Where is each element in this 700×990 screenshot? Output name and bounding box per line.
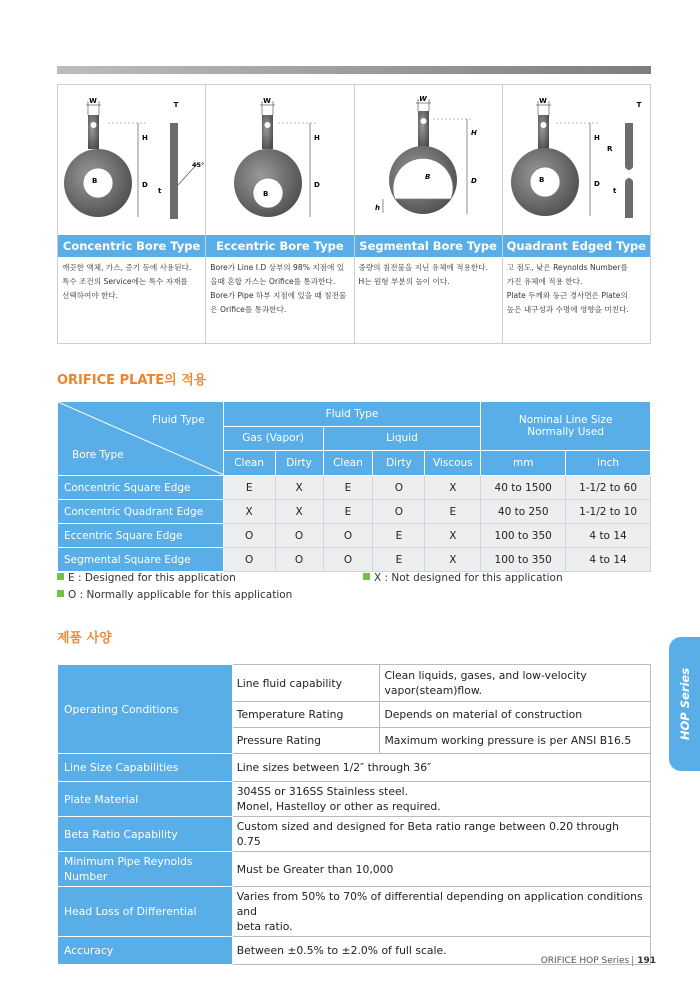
table-cell: X bbox=[425, 476, 481, 500]
table-cell: 40 to 1500 bbox=[481, 476, 566, 500]
table-cell: 4 to 14 bbox=[566, 548, 651, 572]
legend-text: E : Designed for this application bbox=[68, 572, 236, 584]
page-number: 191 bbox=[632, 956, 656, 966]
page-footer bbox=[541, 956, 656, 966]
legend-square-icon bbox=[363, 573, 370, 580]
corner-bore-type: Bore Type bbox=[72, 449, 124, 461]
spec-table bbox=[57, 664, 651, 965]
header-sub: Dirty bbox=[373, 451, 425, 476]
header-inch: inch bbox=[566, 451, 651, 476]
label-h-small: h bbox=[374, 204, 380, 212]
label-t: T bbox=[636, 101, 642, 109]
desc-line: 을때 혼합 가스는 Orifice를 통과한다. bbox=[210, 277, 336, 286]
table-row bbox=[58, 476, 651, 500]
spec-value-line: Monel, Hastelloy or other as required. bbox=[236, 800, 441, 813]
spec-label: Plate Material bbox=[58, 782, 233, 817]
spec-value-line: 304SS or 316SS Stainless steel. bbox=[236, 785, 409, 798]
desc-line: 깨끗한 액체, 가스, 증기 등에 사용된다. bbox=[62, 263, 192, 272]
bore-panel-eccentric bbox=[206, 85, 354, 343]
table-cell: E bbox=[373, 524, 425, 548]
table-row bbox=[58, 524, 651, 548]
desc-line: 가진 유체에 적용 한다. bbox=[506, 277, 583, 286]
label-d: D bbox=[314, 181, 321, 189]
spec-value-line: Clean liquids, gases, and low-velocity bbox=[384, 669, 587, 682]
nominal-line: Normally Used bbox=[527, 426, 605, 439]
bore-title: Quadrant Edged Type bbox=[503, 235, 650, 257]
bore-panel-quadrant bbox=[503, 85, 650, 343]
application-heading: ORIFICE PLATE의 적용 bbox=[57, 373, 207, 388]
spec-key: Pressure Rating bbox=[232, 728, 380, 754]
segmental-bore-diagram bbox=[355, 85, 502, 235]
table-row bbox=[58, 548, 651, 572]
row-label: Eccentric Square Edge bbox=[58, 524, 224, 548]
bore-panel-segmental bbox=[355, 85, 503, 343]
table-cell: X bbox=[425, 524, 481, 548]
table-cell: O bbox=[373, 500, 425, 524]
table-cell: O bbox=[323, 524, 373, 548]
header-gas: Gas (Vapor) bbox=[223, 426, 323, 451]
bore-description bbox=[206, 257, 353, 321]
spec-value: Line sizes between 1/2″ through 36″ bbox=[232, 754, 650, 782]
spec-label: Head Loss of Differential bbox=[58, 887, 233, 937]
label-w: W bbox=[89, 97, 97, 105]
spec-label: Beta Ratio Capability bbox=[58, 817, 233, 852]
table-cell: O bbox=[323, 548, 373, 572]
footer-series: ORIFICE HOP Series bbox=[540, 956, 630, 966]
header-sub: Clean bbox=[223, 451, 275, 476]
spec-value: Between ±0.5% to ±2.0% of full scale. bbox=[232, 937, 650, 965]
application-table bbox=[57, 401, 651, 572]
quadrant-edged-diagram bbox=[503, 85, 650, 235]
label-t-small: t bbox=[612, 187, 617, 195]
spec-value bbox=[232, 887, 650, 937]
bore-title: Concentric Bore Type bbox=[58, 235, 205, 257]
table-cell: E bbox=[223, 476, 275, 500]
label-b: B bbox=[538, 176, 545, 184]
bore-title: Segmental Bore Type bbox=[355, 235, 502, 257]
desc-line: Bore가 Line I.D 상부의 98% 지점에 있 bbox=[210, 263, 345, 272]
side-tab-label: HOP Series bbox=[677, 667, 692, 741]
header-mm: mm bbox=[481, 451, 566, 476]
table-cell: E bbox=[373, 548, 425, 572]
spec-value: Maximum working pressure is per ANSI B16.5 bbox=[380, 728, 651, 754]
table-cell: O bbox=[223, 524, 275, 548]
table-cell: X bbox=[275, 500, 323, 524]
nominal-line: Nominal Line Size bbox=[518, 414, 613, 427]
spec-label: Line Size Capabilities bbox=[58, 754, 233, 782]
table-cell: 1-1/2 to 10 bbox=[566, 500, 651, 524]
spec-value bbox=[232, 782, 650, 817]
table-cell: O bbox=[275, 548, 323, 572]
spec-value: Custom sized and designed for Beta ratio range between 0.20 through 0.75 bbox=[232, 817, 650, 852]
desc-line: 은 Orifice를 통과한다. bbox=[210, 305, 287, 314]
label-w: W bbox=[418, 95, 427, 103]
row-label: Segmental Square Edge bbox=[58, 548, 224, 572]
bore-type-panels bbox=[57, 84, 651, 344]
spec-value-line: beta ratio. bbox=[236, 920, 293, 933]
desc-line: Plate 두께와 둥근 경사면은 Plate의 bbox=[506, 291, 628, 300]
spec-key: Temperature Rating bbox=[232, 702, 380, 728]
legend-text: X : Not designed for this application bbox=[374, 572, 563, 584]
table-cell: X bbox=[223, 500, 275, 524]
spec-value-line: vapor(steam)flow. bbox=[384, 684, 483, 697]
spec-value-line: Varies from 50% to 70% of differential depending on application conditions and bbox=[236, 890, 643, 918]
table-cell: 100 to 350 bbox=[481, 524, 566, 548]
legend-o bbox=[57, 589, 292, 601]
spec-label-operating: Operating Conditions bbox=[58, 665, 233, 754]
label-t: T bbox=[173, 101, 179, 109]
spec-value: Depends on material of construction bbox=[380, 702, 651, 728]
table-cell: 1-1/2 to 60 bbox=[566, 476, 651, 500]
label-h: H bbox=[314, 134, 321, 142]
legend-text: O : Normally applicable for this application bbox=[68, 589, 293, 601]
table-row bbox=[58, 500, 651, 524]
table-cell: 40 to 250 bbox=[481, 500, 566, 524]
label-w: W bbox=[263, 97, 272, 105]
table-cell: X bbox=[275, 476, 323, 500]
header-fluid-type: Fluid Type bbox=[223, 402, 481, 427]
legend-x bbox=[363, 572, 563, 584]
desc-line: Bore가 Pipe 하부 지점에 있을 때 침전물 bbox=[210, 291, 347, 300]
label-w: W bbox=[538, 97, 547, 105]
table-cell: 4 to 14 bbox=[566, 524, 651, 548]
bore-description bbox=[355, 257, 502, 293]
bore-description bbox=[58, 257, 205, 307]
table-corner-cell bbox=[58, 402, 224, 476]
spec-heading: 제품 사양 bbox=[57, 631, 112, 646]
desc-line: 특수 조건의 Service에는 특수 자재를 bbox=[62, 277, 188, 286]
desc-line: 고 점도, 낮은 Reynolds Number를 bbox=[506, 263, 628, 272]
row-label: Concentric Square Edge bbox=[58, 476, 224, 500]
header-liquid: Liquid bbox=[323, 426, 481, 451]
header-sub: Viscous bbox=[425, 451, 481, 476]
table-cell: X bbox=[425, 548, 481, 572]
label-h: H bbox=[470, 129, 477, 137]
table-cell: E bbox=[323, 500, 373, 524]
bore-panel-concentric bbox=[58, 85, 206, 343]
hop-series-side-tab bbox=[669, 637, 700, 771]
table-cell: O bbox=[275, 524, 323, 548]
label-b: B bbox=[424, 173, 430, 181]
spec-label: Accuracy bbox=[58, 937, 233, 965]
corner-fluid-type: Fluid Type bbox=[152, 414, 205, 426]
desc-line: 선택하여야 한다. bbox=[62, 291, 119, 300]
label-t-small: t bbox=[158, 187, 162, 195]
header-sub: Dirty bbox=[275, 451, 323, 476]
spec-key: Line fluid capability bbox=[232, 665, 380, 702]
desc-line: 높은 내구성과 수명에 영향을 미친다. bbox=[506, 305, 629, 314]
spec-value bbox=[380, 665, 651, 702]
bore-title: Eccentric Bore Type bbox=[206, 235, 353, 257]
spec-label: Minimum Pipe Reynolds Number bbox=[58, 852, 233, 887]
label-h: H bbox=[593, 134, 600, 142]
concentric-bore-diagram bbox=[58, 85, 205, 235]
desc-line: 중량의 침전물을 지닌 유체에 적용한다. bbox=[358, 263, 488, 272]
legend-e bbox=[57, 572, 236, 584]
label-d: D bbox=[142, 181, 148, 189]
spec-value: Must be Greater than 10,000 bbox=[232, 852, 650, 887]
label-d: D bbox=[593, 180, 600, 188]
label-h: H bbox=[142, 134, 148, 142]
table-cell: 100 to 350 bbox=[481, 548, 566, 572]
legend-square-icon bbox=[57, 573, 64, 580]
label-r: R bbox=[606, 145, 613, 153]
table-cell: O bbox=[373, 476, 425, 500]
legend-square-icon bbox=[57, 590, 64, 597]
header-nominal bbox=[481, 402, 651, 451]
label-angle: 45° bbox=[192, 161, 205, 169]
eccentric-bore-diagram bbox=[206, 85, 353, 235]
table-cell: E bbox=[425, 500, 481, 524]
label-b: B bbox=[92, 177, 98, 185]
label-b: B bbox=[263, 190, 269, 198]
table-cell: O bbox=[223, 548, 275, 572]
table-cell: E bbox=[323, 476, 373, 500]
bore-description bbox=[503, 257, 650, 321]
row-label: Concentric Quadrant Edge bbox=[58, 500, 224, 524]
label-d: D bbox=[470, 177, 477, 185]
desc-line: H는 원형 부분의 높이 이다. bbox=[358, 277, 450, 286]
top-gradient-bar bbox=[57, 66, 651, 74]
header-sub: Clean bbox=[323, 451, 373, 476]
